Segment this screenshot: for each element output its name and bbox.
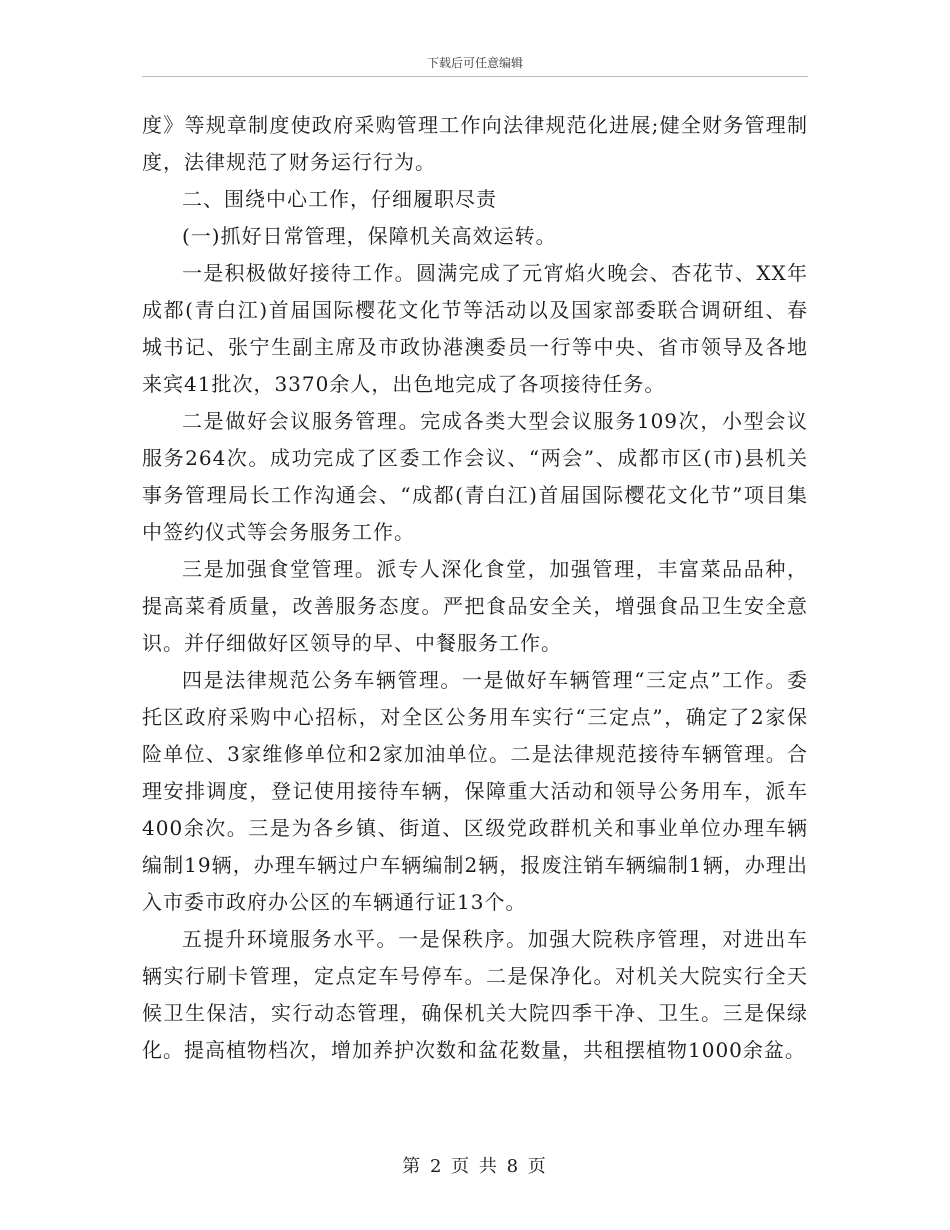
section-heading: 二、围绕中心工作，仔细履职尽责 [182, 187, 497, 211]
paragraph-meetings: 二是做好会议服务管理。完成各类大型会议服务109次，小型会议服务264次。成功完成了区委工作会议、“两会”、成都市区(市)县机关事务管理局长工作沟通会、“成都(青白江)首届国际樱花文化节”项目集中签约仪式等会务服务工作。 [142, 409, 808, 544]
subsection-heading: (一)抓好日常管理，保障机关高效运转。 [182, 224, 557, 248]
paragraph-1: 度》等规章制度使政府采购管理工作向法律规范化进展;健全财务管理制度，法律规范了财务运行行为。 [142, 113, 808, 174]
paragraph-canteen: 三是加强食堂管理。派专人深化食堂，加强管理，丰富菜品品种，提高菜肴质量，改善服务态度。严把食品安全关，增强食品卫生安全意识。并仔细做好区领导的早、中餐服务工作。 [142, 557, 808, 655]
paragraph-environment: 五提升环境服务水平。一是保秩序。加强大院秩序管理，对进出车辆实行刷卡管理，定点定车号停车。二是保净化。对机关大院实行全天候卫生保洁，实行动态管理，确保机关大院四季干净、卫生。三是保绿化。提高植物档次，增加养护次数和盆花数量，共租摆植物1000余盆。 [142, 927, 808, 1062]
header-divider [142, 76, 808, 77]
paragraph-vehicles: 四是法律规范公务车辆管理。一是做好车辆管理“三定点”工作。委托区政府采购中心招标，对全区公务用车实行“三定点”，确定了2家保险单位、3家维修单位和2家加油单位。二是法律规范接待车辆管理。合理安排调度，登记使用接待车辆，保障重大活动和领导公务用车，派车400余次。三是为各乡镇、街道、区级党政群机关和事业单位办理车辆编制19辆，办理车辆过户车辆编制2辆，报废注销车辆编制1辆，办理出入市委市政府办公区的车辆通行证13个。 [142, 668, 808, 914]
paragraph-reception: 一是积极做好接待工作。圆满完成了元宵焰火晚会、杏花节、XX年成都(青白江)首届国际樱花文化节等活动以及国家部委联合调研组、春城书记、张宁生副主席及市政协港澳委员一行等中央、省市领导及各地来宾41批次，3370余人，出色地完成了各项接待任务。 [142, 261, 808, 396]
page-header: 下载后可任意编辑 [426, 56, 523, 70]
document-body [142, 107, 808, 1069]
page-number: 第 2 页 共 8 页 [402, 1156, 548, 1177]
